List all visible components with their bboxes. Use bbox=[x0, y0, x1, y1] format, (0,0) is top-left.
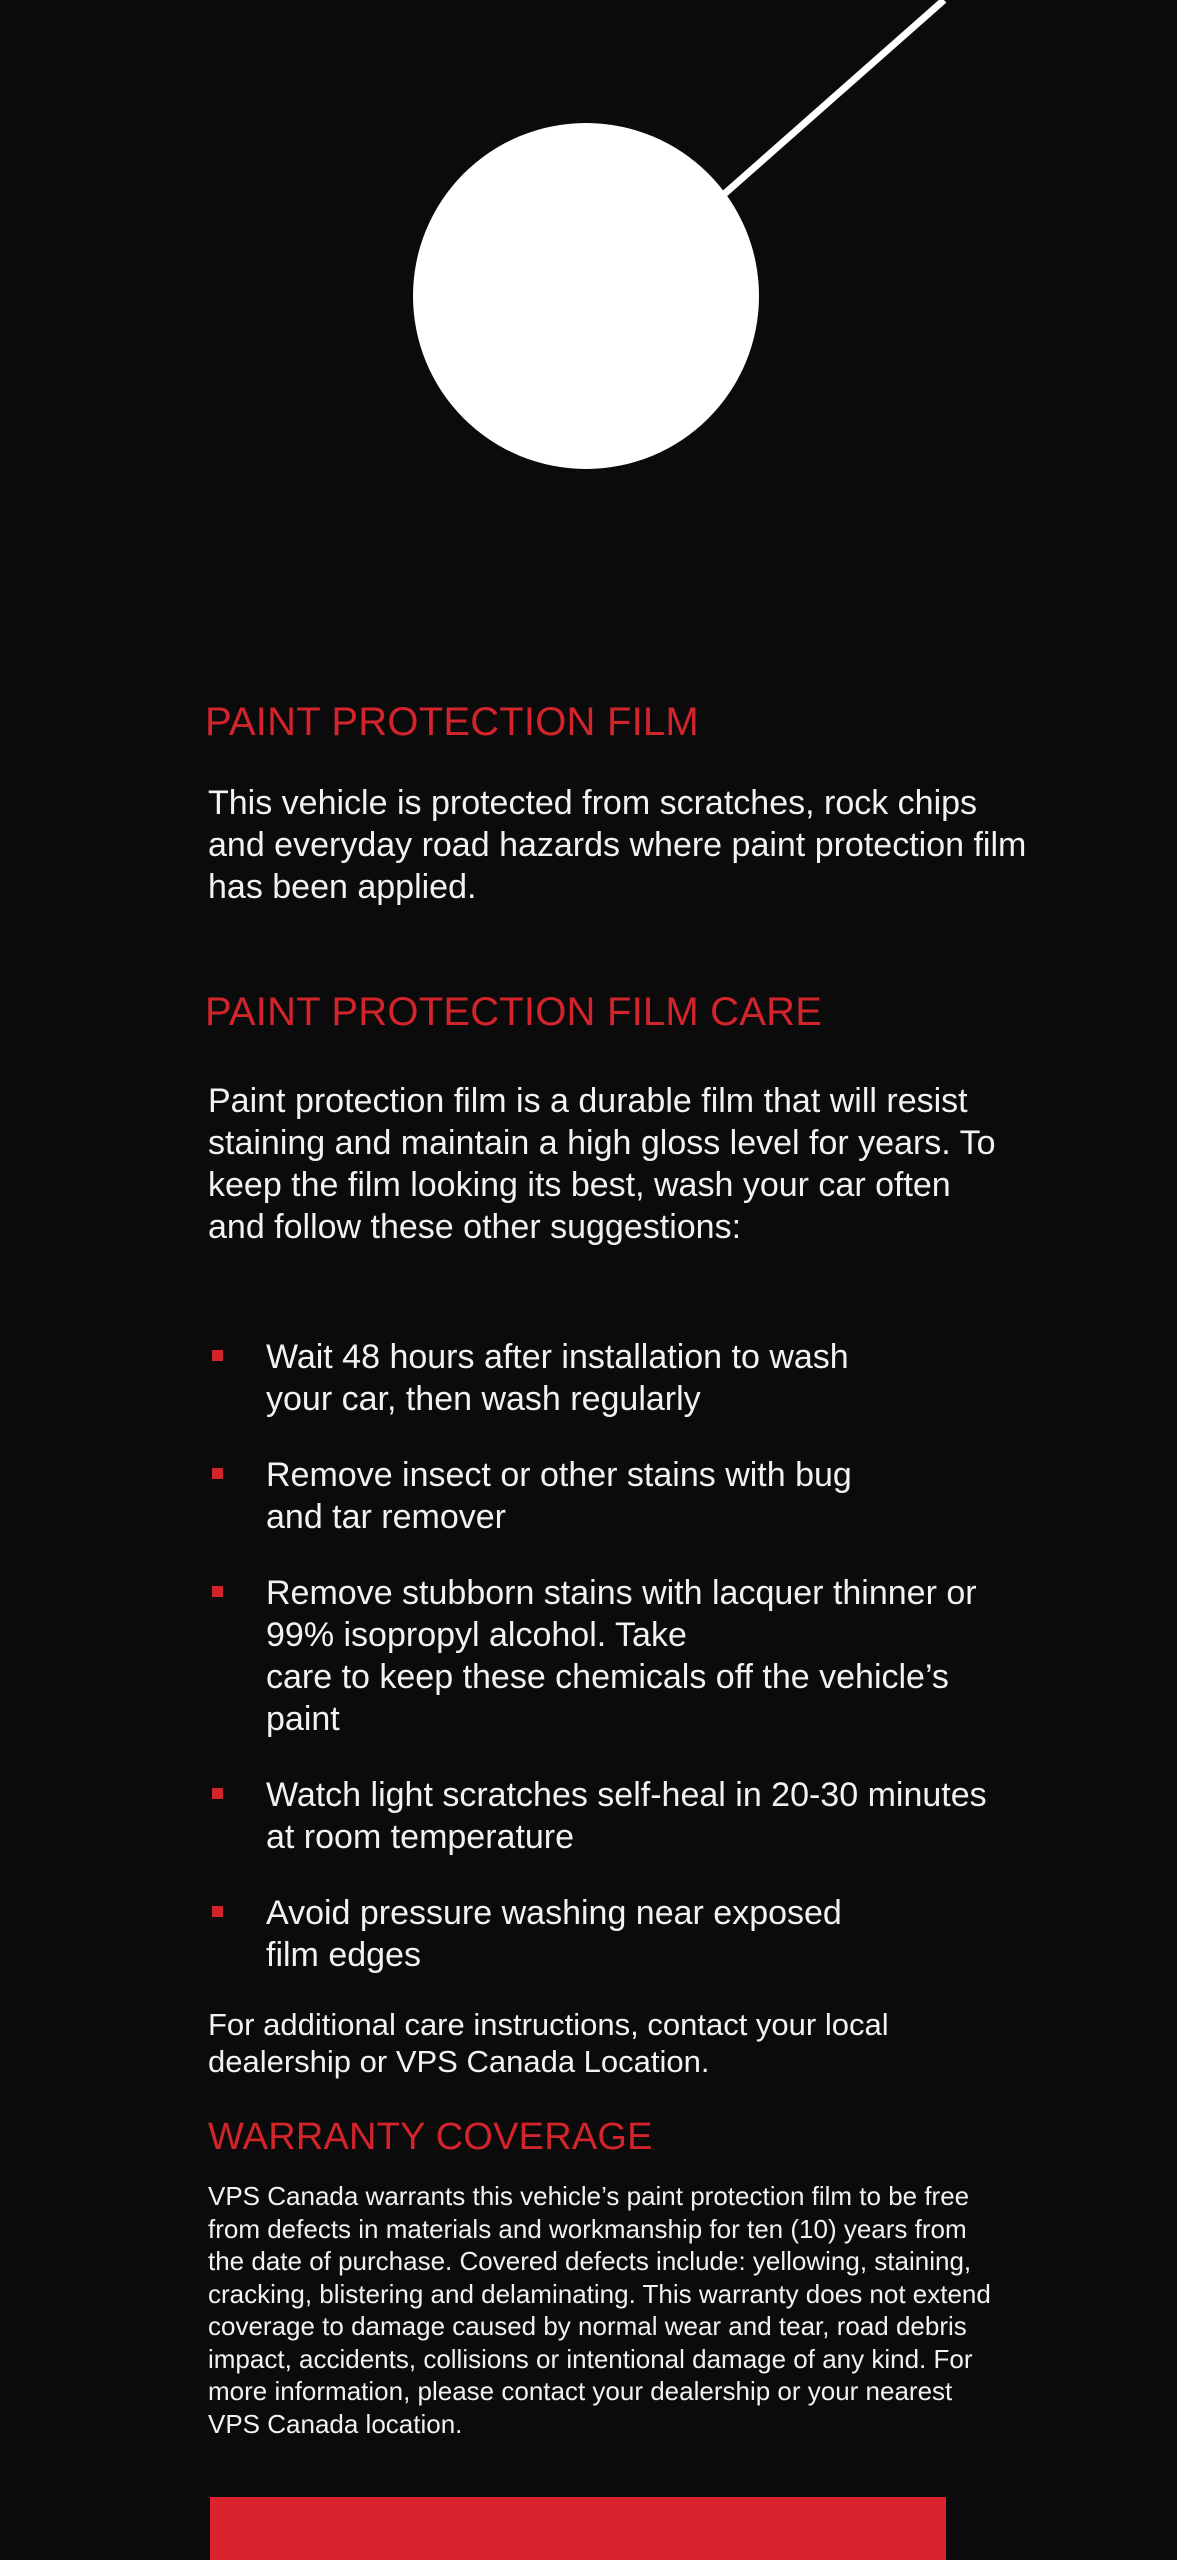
door-hanger-cutout bbox=[0, 0, 1177, 500]
additional-care-note: For additional care instructions, contact your local dealership or VPS Canada Location. bbox=[208, 2007, 889, 2079]
ppf-description: This vehicle is protected from scratches, rock chips and everyday road hazards where paint protection film has been applied. bbox=[208, 784, 1027, 906]
care-description: Paint protection film is a durable film that will resist staining and maintain a high gloss level for years. To keep the film looking its best, wash your car often and follow these other suggestions: bbox=[208, 1082, 996, 1246]
list-item bbox=[208, 1336, 1028, 1420]
care-tip-text: Remove stubborn stains with lacquer thinner or 99% isopropyl alcohol. Take care to keep these chemicals off the vehicle’s paint bbox=[266, 1574, 977, 1738]
red-square-bullet-icon bbox=[212, 1586, 223, 1597]
hanger-hole-circle bbox=[413, 123, 759, 469]
care-tip-text: Wait 48 hours after installation to wash your car, then wash regularly bbox=[266, 1338, 849, 1418]
list-item bbox=[208, 1572, 1028, 1740]
red-square-bullet-icon bbox=[212, 1350, 223, 1361]
heading-paint-protection-film: PAINT PROTECTION FILM bbox=[205, 700, 699, 744]
care-tip-text: Remove insect or other stains with bug and tar remover bbox=[266, 1456, 852, 1536]
heading-ppf-care: PAINT PROTECTION FILM CARE bbox=[205, 990, 823, 1034]
red-square-bullet-icon bbox=[212, 1906, 223, 1917]
footer-red-bar bbox=[210, 2497, 946, 2560]
list-item bbox=[208, 1774, 1028, 1858]
care-tip-text: Avoid pressure washing near exposed film edges bbox=[266, 1894, 842, 1974]
care-tips-list bbox=[208, 1336, 1028, 2010]
red-square-bullet-icon bbox=[212, 1788, 223, 1799]
care-tip-text: Watch light scratches self-heal in 20-30 minutes at room temperature bbox=[266, 1776, 987, 1856]
hanger-slit-line bbox=[722, 0, 944, 196]
warranty-text: VPS Canada warrants this vehicle’s paint protection film to be free from defects in materials and workmanship for ten (10) years from the date of purchase. Covered defects include: yellowing, staining, cracking, blistering and delaminating. This warranty does not extend coverage to damage caused by normal wear and tear, road debris impact, accidents, collisions or intentional damage of any kind. For more information, please contact your dealership or your nearest VPS Canada location. bbox=[208, 2181, 991, 2439]
red-square-bullet-icon bbox=[212, 1468, 223, 1479]
list-item bbox=[208, 1892, 1028, 1976]
list-item bbox=[208, 1454, 1028, 1538]
heading-warranty-coverage: WARRANTY COVERAGE bbox=[208, 2116, 653, 2158]
